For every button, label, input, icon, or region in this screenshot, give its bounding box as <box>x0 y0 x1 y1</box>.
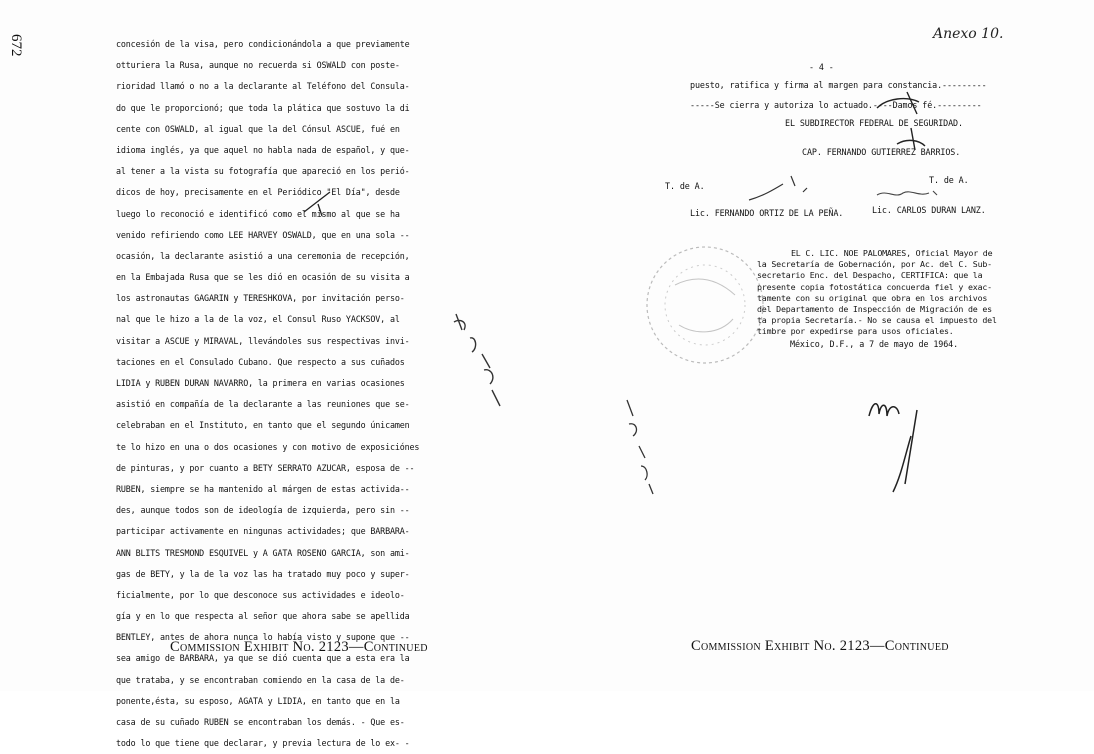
officer-name: CAP. FERNANDO GUTIERREZ BARRIOS. <box>802 147 961 157</box>
text-line: LIDIA y RUBEN DURAN NAVARRO, la primera en varias ocasiones <box>116 378 405 388</box>
margin-signature-right <box>619 396 669 496</box>
certification-line: ta propia Secretaría.- No se causa el impuesto del <box>757 315 997 326</box>
text-line: de pinturas, y por cuanto a BETY SERRATO AZUCAR, esposa de -- <box>116 462 415 473</box>
certification-line: secretario Enc. del Despacho, CERTIFICA: que la <box>757 270 983 281</box>
text-line: que trataba, y se encontraban comiendo en la casa de la de- <box>116 674 405 685</box>
text-line: ponente,ésta, su esposo, AGATA y LIDIA, en tanto que en la <box>116 695 400 706</box>
certification-line: timbre por expedirse para usos oficiales. <box>757 326 954 337</box>
pen-mark <box>300 188 340 218</box>
margin-signature <box>448 308 508 408</box>
certification-line: la Secretaría de Gobernación, por Ac. del C. Sub- <box>757 259 992 270</box>
witness-right-signature <box>873 185 953 209</box>
text-line: gía y en lo que respecta al señor que ahora sabe se apellida <box>116 611 410 622</box>
left-page <box>0 0 547 749</box>
witness-left-name: Lic. FERNANDO ORTIZ DE LA PEÑA. <box>690 208 844 218</box>
text-line: dicos de hoy, precisamente en el Periódico "El Día", desde <box>116 187 400 198</box>
certification-date: México, D.F., a 7 de mayo de 1964. <box>790 339 959 349</box>
text-line: rioridad llamó o no a la declarante al Teléfono del Consula- <box>116 81 410 92</box>
right-page <box>547 0 1094 691</box>
page-mark: - 4 - <box>809 62 834 72</box>
witness-right-label: T. de A. <box>929 175 969 185</box>
text-line: venido refiriendo como LEE HARVEY OSWALD, que en una sola -- <box>116 229 410 240</box>
text-line: ocasión, la declarante asistió a una ceremonia de recepción, <box>116 250 410 261</box>
text-line: idioma inglés, ya que aquel no habla nada de español, y que- <box>116 144 410 155</box>
page-number: 672 <box>8 34 24 57</box>
certification-line: tamente con su original que obra en los archivos <box>757 292 988 303</box>
office-title: EL SUBDIRECTOR FEDERAL DE SEGURIDAD. <box>785 118 963 128</box>
certification-line: EL C. LIC. NOE PALOMARES, Oficial Mayor de <box>791 248 993 258</box>
text-line: todo lo que tiene que declarar, y previa lectura de lo ex- - <box>116 738 410 749</box>
text-line: casa de su cuñado RUBEN se encontraban los demás. - Que es- <box>116 717 405 727</box>
text-line: sea amigo de BARBARA, ya que se dió cuenta que a esta era la <box>116 653 410 664</box>
text-line: en la Embajada Rusa que se les dió en ocasión de su visita a <box>116 272 410 283</box>
text-line: taciones en el Consulado Cubano. Que respecto a sus cuñados <box>116 356 405 367</box>
closing-line-1: puesto, ratifica y firma al margen para constancia.--------- <box>690 80 987 90</box>
text-line: asistió en compañía de la declarante a las reuniones que se- <box>116 399 410 410</box>
text-line: los astronautas GAGARIN y TERESHKOVA, por invitación perso- <box>116 293 405 304</box>
text-line: visitar a ASCUE y MIRAVAL, llevándoles sus respectivas invi- <box>116 335 410 346</box>
text-line: BENTLEY, antes de ahora nunca lo había visto y supone que -- <box>116 632 410 643</box>
text-line: concesión de la visa, pero condicionándola a que previamente <box>116 39 410 49</box>
text-line: otturiera la Rusa, aunque no recuerda si OSWALD con poste- <box>116 60 400 71</box>
certification-line: del Departamento de Inspección de Migración de es <box>757 303 992 314</box>
text-line: ANN BLITS TRESMOND ESQUIVEL y A GATA ROSENO GARCIA, son ami- <box>116 547 410 558</box>
text-line: luego lo reconoció e identificó como el mismo al que se ha <box>116 208 400 219</box>
text-line: cente con OSWALD, al igual que la del Cónsul ASCUE, fué en <box>116 123 400 134</box>
text-line: al tener a la vista su fotografía que apareció en los perió- <box>116 166 410 177</box>
certifier-signature <box>865 396 935 496</box>
certification-line: presente copia fotostática concuerda fiel y exac- <box>757 281 992 292</box>
witness-right-name: Lic. CARLOS DURAN LANZ. <box>872 205 986 215</box>
official-seal <box>635 235 775 375</box>
text-line: celebraban en el Instituto, en tanto que el segundo únicamen <box>116 420 410 431</box>
text-line: te lo hizo en una o dos ocasiones y con motivo de exposiciónes <box>116 441 420 452</box>
text-line: do que le proporcionó; que toda la plática que sostuvo la di <box>116 102 410 113</box>
text-line: RUBEN, siempre se ha mantenido al márgen de estas activida-- <box>116 483 410 494</box>
text-line: ficialmente, por lo que desconoce sus actividades e ideolo- <box>116 589 405 600</box>
text-line: gas de BETY, y la de la voz las ha tratado muy poco y super- <box>116 568 410 579</box>
closing-line-2: -----Se cierra y autoriza lo actuado.----Damos fé.--------- <box>690 100 982 110</box>
witness-left-signature <box>743 170 823 210</box>
certification-block <box>757 248 1027 338</box>
text-line: des, aunque todos son de ideología de izquierda, pero sin -- <box>116 505 410 516</box>
officer-signature <box>867 88 957 158</box>
witness-left-label: T. de A. <box>665 181 705 191</box>
exhibit-caption-right: Commission Exhibit No. 2123—Continued <box>691 638 949 654</box>
text-line: participar activamente en ningunas actividades; que BARBARA- <box>116 526 410 537</box>
handwritten-annex-note: Anexo 10. <box>933 26 1004 42</box>
exhibit-caption: Commission Exhibit No. 2123—Continued <box>170 639 428 655</box>
text-line: nal que le hizo a la de la voz, el Consul Ruso YACKSOV, al <box>116 314 400 325</box>
